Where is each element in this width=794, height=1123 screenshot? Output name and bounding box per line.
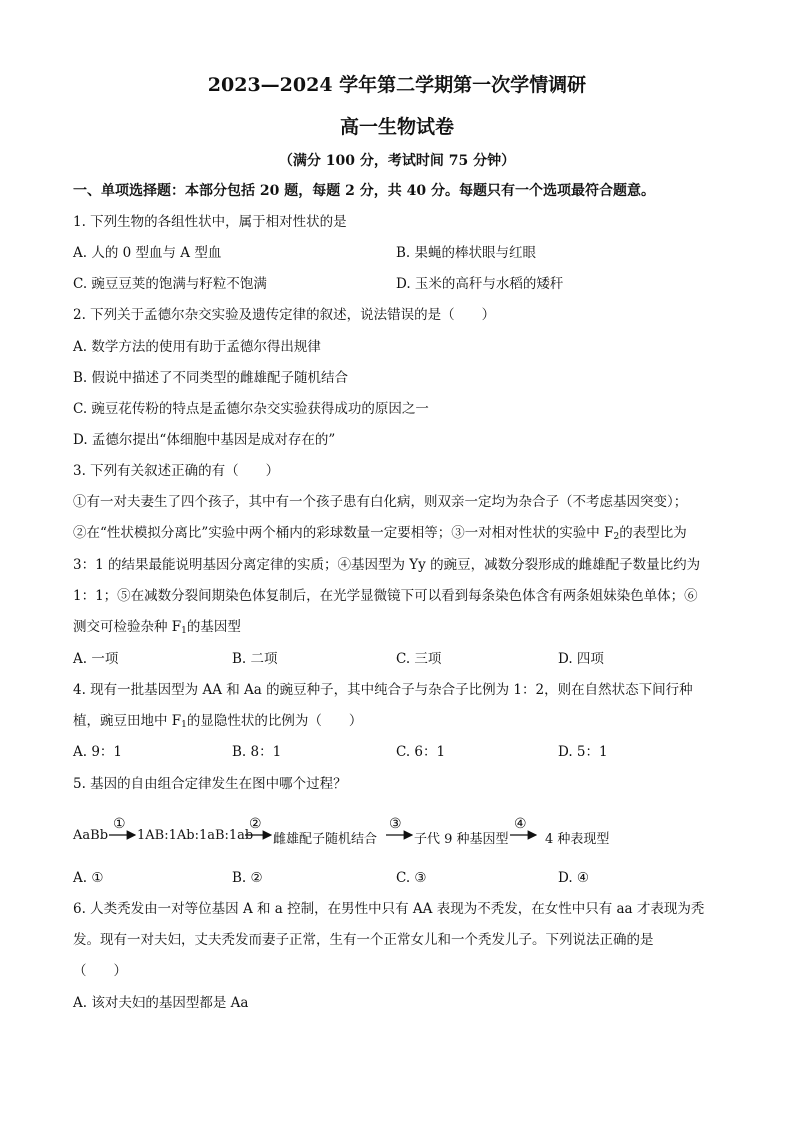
process-flow-diagram — [73, 818, 673, 852]
q3-option-b: B. 二项 — [232, 651, 278, 667]
q3-option-c: C. 三项 — [396, 651, 442, 667]
q6-stem-line: 6. 人类秃发由一对等位基因 A 和 a 控制，在男性中只有 AA 表现为不秃发，在女性中只有 aa 才表现为秃 — [73, 901, 705, 917]
q3-option-d: D. 四项 — [558, 651, 604, 667]
q3-option-a: A. 一项 — [73, 651, 119, 667]
flow-step-phenotypes: 4 种表现型 — [545, 832, 610, 847]
q1-option-a: A. 人的 0 型血与 A 型血 — [73, 245, 222, 261]
q3-text: 的表型比为 — [619, 525, 687, 541]
q3-text-line: 3：1 的结果最能说明基因分离定律的实质；④基因型为 Yy 的豌豆，减数分裂形成的雌雄配子数量比约为 — [73, 557, 701, 573]
q2-option-d: D. 孟德尔提出“体细胞中基因是成对存在的” — [73, 432, 336, 448]
q3-text: 的基因型 — [186, 619, 241, 635]
q4-option-a: A. 9：1 — [73, 744, 123, 760]
flow-step-number: ① — [113, 816, 126, 832]
q4-text: 的显隐性状的比例为（ ） — [186, 713, 363, 729]
q4-stem-line — [73, 711, 733, 735]
subscript: 1 — [181, 626, 187, 636]
flow-step-genotype: AaBb — [73, 828, 109, 843]
q2-stem: 2. 下列关于孟德尔杂交实验及遗传定律的叙述，说法错误的是（ ） — [73, 307, 496, 323]
q3-stem: 3. 下列有关叙述正确的有（ ） — [73, 463, 280, 479]
q6-stem-line: 发。现有一对夫妇，丈夫秃发而妻子正常，生有一个正常女儿和一个秃发儿子。下列说法正确的是 — [73, 932, 654, 948]
flow-step-number: ④ — [514, 816, 527, 832]
q4-stem-line: 4. 现有一批基因型为 AA 和 Aa 的豌豆种子，其中纯合子与杂合子比例为 1：2，则在自然状态下间行种 — [73, 682, 693, 698]
flow-step-gametes: 1AB:1Ab:1aB:1ab — [137, 828, 254, 843]
q3-text: ②在“性状模拟分离比”实验中两个桶内的彩球数量一定要相等；③一对相对性状的实验中 F — [73, 525, 614, 541]
subscript: 2 — [613, 532, 620, 542]
q4-option-c: C. 6：1 — [396, 744, 446, 760]
q3-text: 测交可检验杂种 F — [73, 619, 182, 635]
flow-step-fertilization: 雌雄配子随机结合 — [273, 832, 378, 847]
q1-option-c: C. 豌豆豆荚的饱满与籽粒不饱满 — [73, 276, 267, 292]
q3-text-line: ①有一对夫妻生了四个孩子，其中有一个孩子患有白化病，则双亲一定均为杂合子（不考虑基因突变）； — [73, 494, 688, 510]
section-heading: 一、单项选择题：本部分包括 20 题，每题 2 分，共 40 分。每题只有一个选项最符合题意。 — [73, 183, 655, 199]
q4-option-d: D. 5：1 — [558, 744, 608, 760]
q6-option-a: A. 该对夫妇的基因型都是 Aa — [73, 995, 249, 1011]
flow-step-number: ② — [249, 816, 262, 832]
q3-text-line: 1：1；⑤在减数分裂间期染色体复制后，在光学显微镜下可以看到每条染色体含有两条姐妹染色单体；⑥ — [73, 588, 698, 604]
q2-option-c: C. 豌豆花传粉的特点是孟德尔杂交实验获得成功的原因之一 — [73, 401, 429, 417]
flow-step-number: ③ — [389, 816, 402, 832]
exam-note: （满分 100 分，考试时间 75 分钟） — [278, 153, 516, 169]
q1-stem: 1. 下列生物的各组性状中，属于相对性状的是 — [73, 214, 347, 230]
q3-text-line — [73, 523, 733, 547]
q1-option-b: B. 果蝇的棒状眼与红眼 — [396, 245, 537, 261]
q5-option-a: A. ① — [73, 870, 104, 886]
q1-option-d: D. 玉米的高秆与水稻的矮秆 — [396, 276, 564, 292]
q2-option-b: B. 假说中描述了不同类型的雌雄配子随机结合 — [73, 370, 349, 386]
q5-stem: 5. 基因的自由组合定律发生在图中哪个过程？ — [73, 776, 347, 792]
q5-option-b: B. ② — [232, 870, 263, 886]
q5-option-d: D. ④ — [558, 870, 590, 886]
q5-option-c: C. ③ — [396, 870, 427, 886]
q4-option-b: B. 8：1 — [232, 744, 282, 760]
exam-subtitle: 高一生物试卷 — [339, 116, 454, 138]
q6-stem-line: （ ） — [73, 963, 127, 979]
subscript: 1 — [181, 720, 187, 730]
q2-option-a: A. 数学方法的使用有助于孟德尔得出规律 — [73, 339, 321, 355]
q4-text: 植，豌豆田地中 F — [73, 713, 182, 729]
flow-step-offspring-genotypes: 子代 9 种基因型 — [414, 832, 509, 847]
exam-title: 2023—2024 学年第二学期第一次学情调研 — [207, 74, 587, 96]
q3-text-line — [73, 617, 733, 641]
